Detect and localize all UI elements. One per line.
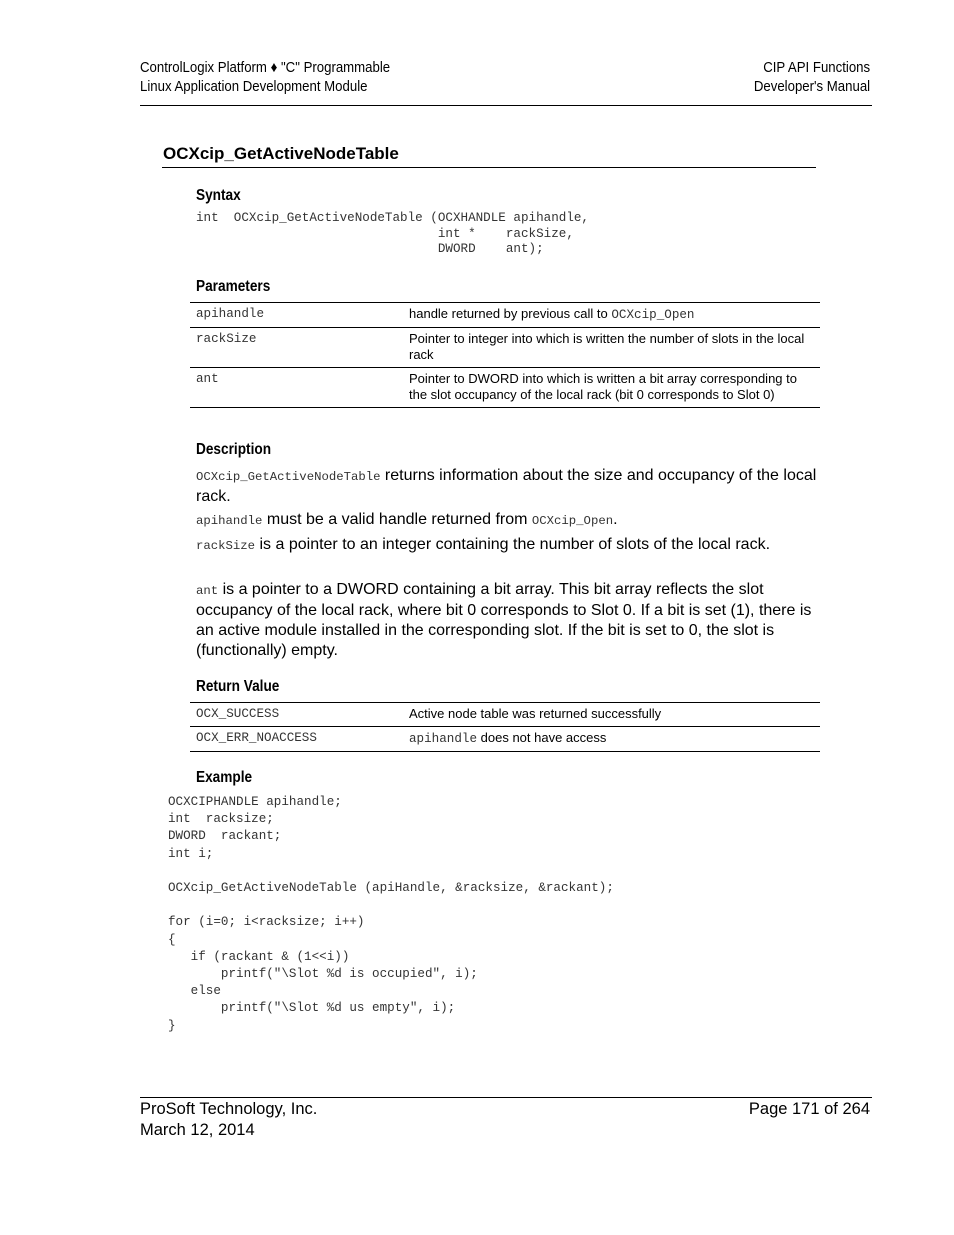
description-paragraph bbox=[196, 535, 818, 556]
header-module-name: Linux Application Development Module bbox=[140, 78, 368, 95]
paragraph-text: is a pointer to a DWORD containing a bit array. This bit array reflects the slot occupancy of the local rack, where bit 0 corresponds to Slot 0. If a bit is set (1), there is an active module installed in the corresponding slot. If the bit is set to 0, the slot is (functionally) empty. bbox=[196, 581, 812, 659]
footer-date: March 12, 2014 bbox=[140, 1121, 255, 1139]
param-name: apihandle bbox=[196, 307, 265, 321]
footer-divider bbox=[140, 1097, 872, 1098]
footer-right bbox=[749, 1099, 870, 1120]
description-paragraph bbox=[196, 580, 818, 661]
function-name-code: OCXcip_GetActiveNodeTable bbox=[196, 470, 381, 484]
return-desc-code: apihandle bbox=[409, 732, 478, 746]
return-code: OCX_ERR_NOACCESS bbox=[190, 727, 403, 752]
return-desc bbox=[403, 727, 820, 752]
paragraph-text: must be a valid handle returned from bbox=[262, 511, 532, 528]
param-desc-code: OCXcip_Open bbox=[611, 308, 695, 322]
parameters-table bbox=[190, 302, 820, 408]
footer-company: ProSoft Technology, Inc. bbox=[140, 1100, 318, 1118]
param-code: rackSize bbox=[196, 539, 256, 553]
description-paragraph bbox=[196, 510, 818, 531]
return-value-heading: Return Value bbox=[196, 678, 280, 695]
return-value-table bbox=[190, 702, 820, 752]
param-name: rackSize bbox=[190, 328, 403, 368]
return-desc-text: does not have access bbox=[477, 730, 607, 745]
syntax-heading: Syntax bbox=[196, 187, 241, 204]
param-code: apihandle bbox=[196, 514, 263, 528]
running-header-right bbox=[754, 58, 870, 96]
param-desc: Pointer to DWORD into which is written a bit array corresponding to the slot occupancy of the local rack (bit 0 corresponds to Slot 0) bbox=[403, 368, 820, 408]
example-heading: Example bbox=[196, 769, 253, 786]
description-paragraph bbox=[196, 466, 818, 507]
function-name-code: OCXcip_Open bbox=[531, 514, 614, 528]
param-code: ant bbox=[196, 584, 219, 598]
return-desc: Active node table was returned successfully bbox=[409, 706, 662, 721]
table-row bbox=[190, 703, 820, 727]
parameters-heading: Parameters bbox=[196, 278, 271, 295]
table-row bbox=[190, 328, 820, 368]
paragraph-text: . bbox=[613, 511, 618, 528]
header-manual: Developer's Manual bbox=[753, 78, 870, 95]
return-code: OCX_SUCCESS bbox=[196, 707, 280, 721]
header-chapter: CIP API Functions bbox=[763, 59, 870, 76]
running-header-left bbox=[140, 58, 390, 96]
title-underline bbox=[162, 167, 816, 168]
param-desc: Pointer to integer into which is written the number of slots in the local rack bbox=[403, 328, 820, 368]
syntax-code: int OCXcip_GetActiveNodeTable (OCXHANDLE apihandle, int * rackSize, DWORD ant); bbox=[196, 211, 589, 257]
param-name: ant bbox=[190, 368, 403, 408]
table-row bbox=[190, 368, 820, 408]
paragraph-text: is a pointer to an integer containing the number of slots of the local rack. bbox=[255, 536, 771, 553]
param-desc bbox=[403, 303, 820, 328]
table-row bbox=[190, 727, 820, 752]
table-row bbox=[190, 303, 820, 328]
param-desc-text: handle returned by previous call to bbox=[409, 306, 612, 321]
header-divider bbox=[140, 105, 872, 106]
header-product-line: ControlLogix Platform ♦ "C" Programmable bbox=[140, 59, 391, 76]
function-title: OCXcip_GetActiveNodeTable bbox=[163, 144, 399, 163]
page-number: Page 171 of 264 bbox=[748, 1100, 870, 1118]
description-heading: Description bbox=[196, 441, 272, 458]
paragraph-text: returns information about the size and occupancy of the local rack. bbox=[196, 467, 817, 505]
example-code: OCXCIPHANDLE apihandle; int racksize; DWORD rackant; int i; OCXcip_GetActiveNodeTable (apiHandle, &racksize, &rackant); for (i=0; i<racksize; i++) { if (rackant & (1<<i)) printf("\Slot %d is occupied", i); else printf("\Slot %d us empty", i); } bbox=[168, 795, 614, 1033]
footer-left bbox=[140, 1099, 317, 1141]
